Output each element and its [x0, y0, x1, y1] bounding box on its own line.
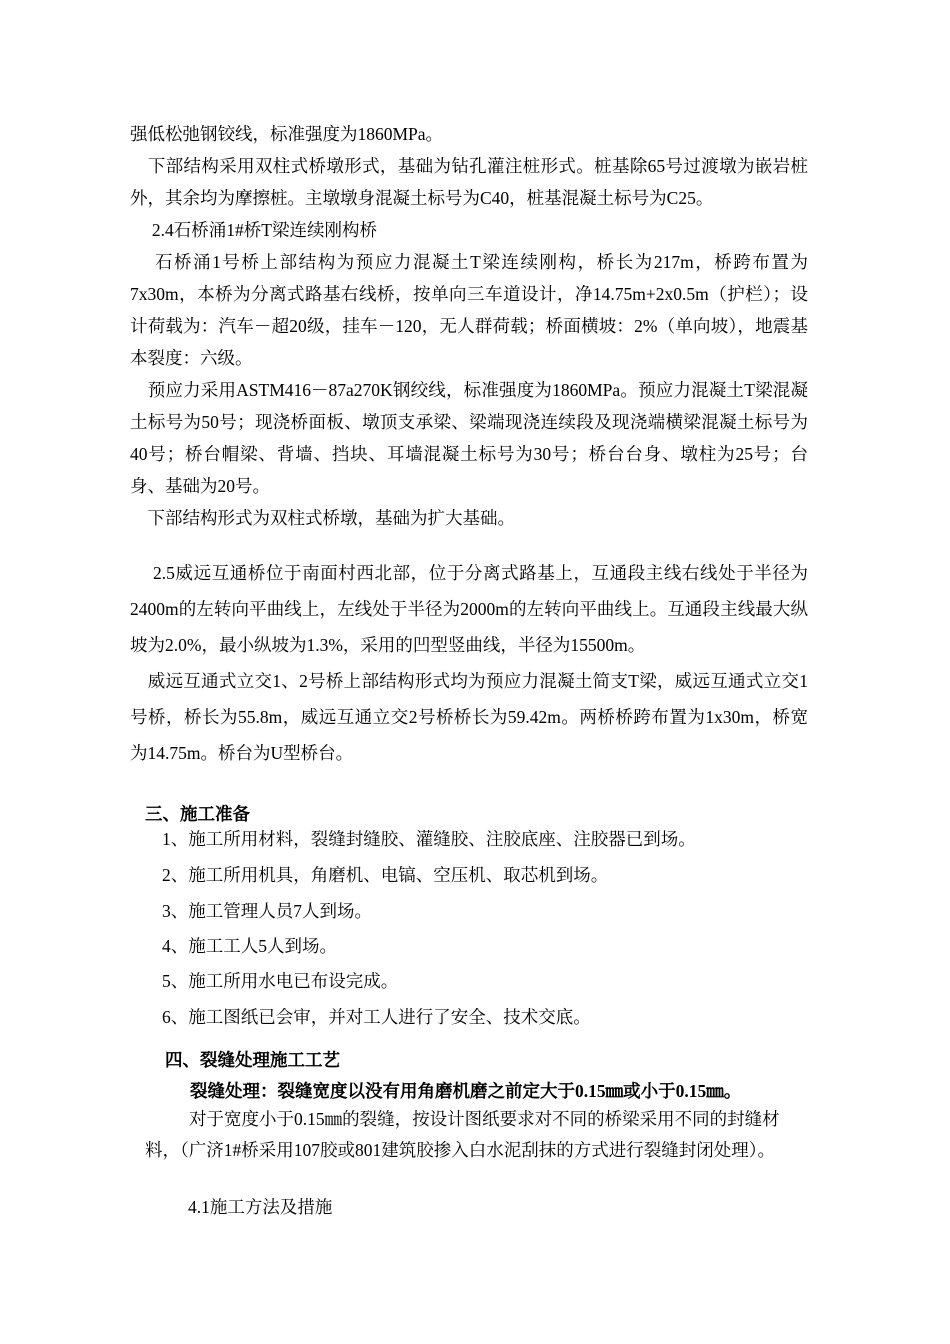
- subsection-heading: 4.1施工方法及措施: [188, 1197, 333, 1217]
- body-text-top: [130, 118, 808, 534]
- list-item: 3、施工管理人员7人到场。: [162, 901, 372, 921]
- paragraph: 下部结构形式为双柱式桥墩，基础为扩大基础。: [130, 508, 515, 528]
- list-item: 5、施工所用水电已布设完成。: [162, 971, 399, 991]
- paragraph: 2.5威远互通桥位于南面村西北部，位于分离式路基上，互通段主线右线处于半径为2400m的左转向平曲线上，左线处于半径为2000m的左转向平曲线上。互通段主线最大纵坡为2.0%，最小纵坡为1.3%，采用的凹型竖曲线，半径为15500m。: [130, 563, 808, 655]
- paragraph: 威远互通式立交1、2号桥上部结构形式均为预应力混凝土简支T梁，威远互通式立交1号桥，桥长为55.8m，威远互通立交2号桥桥长为59.42m。两桥桥跨布置为1x30m，桥宽为14.75m。桥台为U型桥台。: [130, 671, 808, 763]
- paragraph: 石桥涌1号桥上部结构为预应力混凝土T梁连续刚构，桥长为217m，桥跨布置为7x30m，本桥为分离式路基右线桥，按单向三车道设计，净14.75m+2x0.5m（护栏）；设计荷载为：汽车－超20级，挂车－120，无人群荷载；桥面横坡：2%（单向坡），地震基本裂度：六级。: [130, 252, 808, 368]
- section-4-bold-line: 裂缝处理：裂缝宽度以没有用角磨机磨之前定大于0.15㎜或小于0.15㎜。: [190, 1081, 742, 1101]
- paragraph: 对于宽度小于0.15㎜的裂缝，按设计图纸要求对不同的桥梁采用不同的封缝材料，（广济1#桥采用107胶或801建筑胶掺入白水泥刮抹的方式进行裂缝封闭处理）。: [145, 1109, 780, 1160]
- paragraph: 强低松弛钢铰线，标准强度为1860MPa。: [130, 124, 444, 144]
- body-text-mid: [130, 555, 808, 771]
- section-3-heading: 三、施工准备: [145, 804, 250, 824]
- paragraph-heading: 2.4石桥涌1#桥T梁连续刚构桥: [130, 220, 377, 240]
- paragraph: 下部结构采用双柱式桥墩形式，基础为钻孔灌注桩形式。桩基除65号过渡墩为嵌岩桩外，其余均为摩擦桩。主墩墩身混凝土标号为C40，桩基混凝土标号为C25。: [130, 156, 808, 208]
- section-4-paragraph: [145, 1104, 813, 1166]
- paragraph: 预应力采用ASTM416－87a270K钢绞线，标准强度为1860MPa。预应力混凝土T梁混凝土标号为50号；现浇桥面板、墩顶支承梁、梁端现浇连续段及现浇端横梁混凝土标号为40号；桥台帽梁、背墙、挡块、耳墙混凝土标号为30号；桥台台身、墩柱为25号；台身、基础为20号。: [130, 380, 808, 496]
- section-4-heading: 四、裂缝处理施工工艺: [165, 1050, 340, 1070]
- list-item: 4、施工工人5人到场。: [162, 936, 337, 956]
- list-item: 6、施工图纸已会审，并对工人进行了安全、技术交底。: [162, 1007, 591, 1027]
- list-item: 1、施工所用材料，裂缝封缝胶、灌缝胶、注胶底座、注胶器已到场。: [162, 829, 696, 849]
- list-item: 2、施工所用机具，角磨机、电镐、空压机、取芯机到场。: [162, 865, 609, 885]
